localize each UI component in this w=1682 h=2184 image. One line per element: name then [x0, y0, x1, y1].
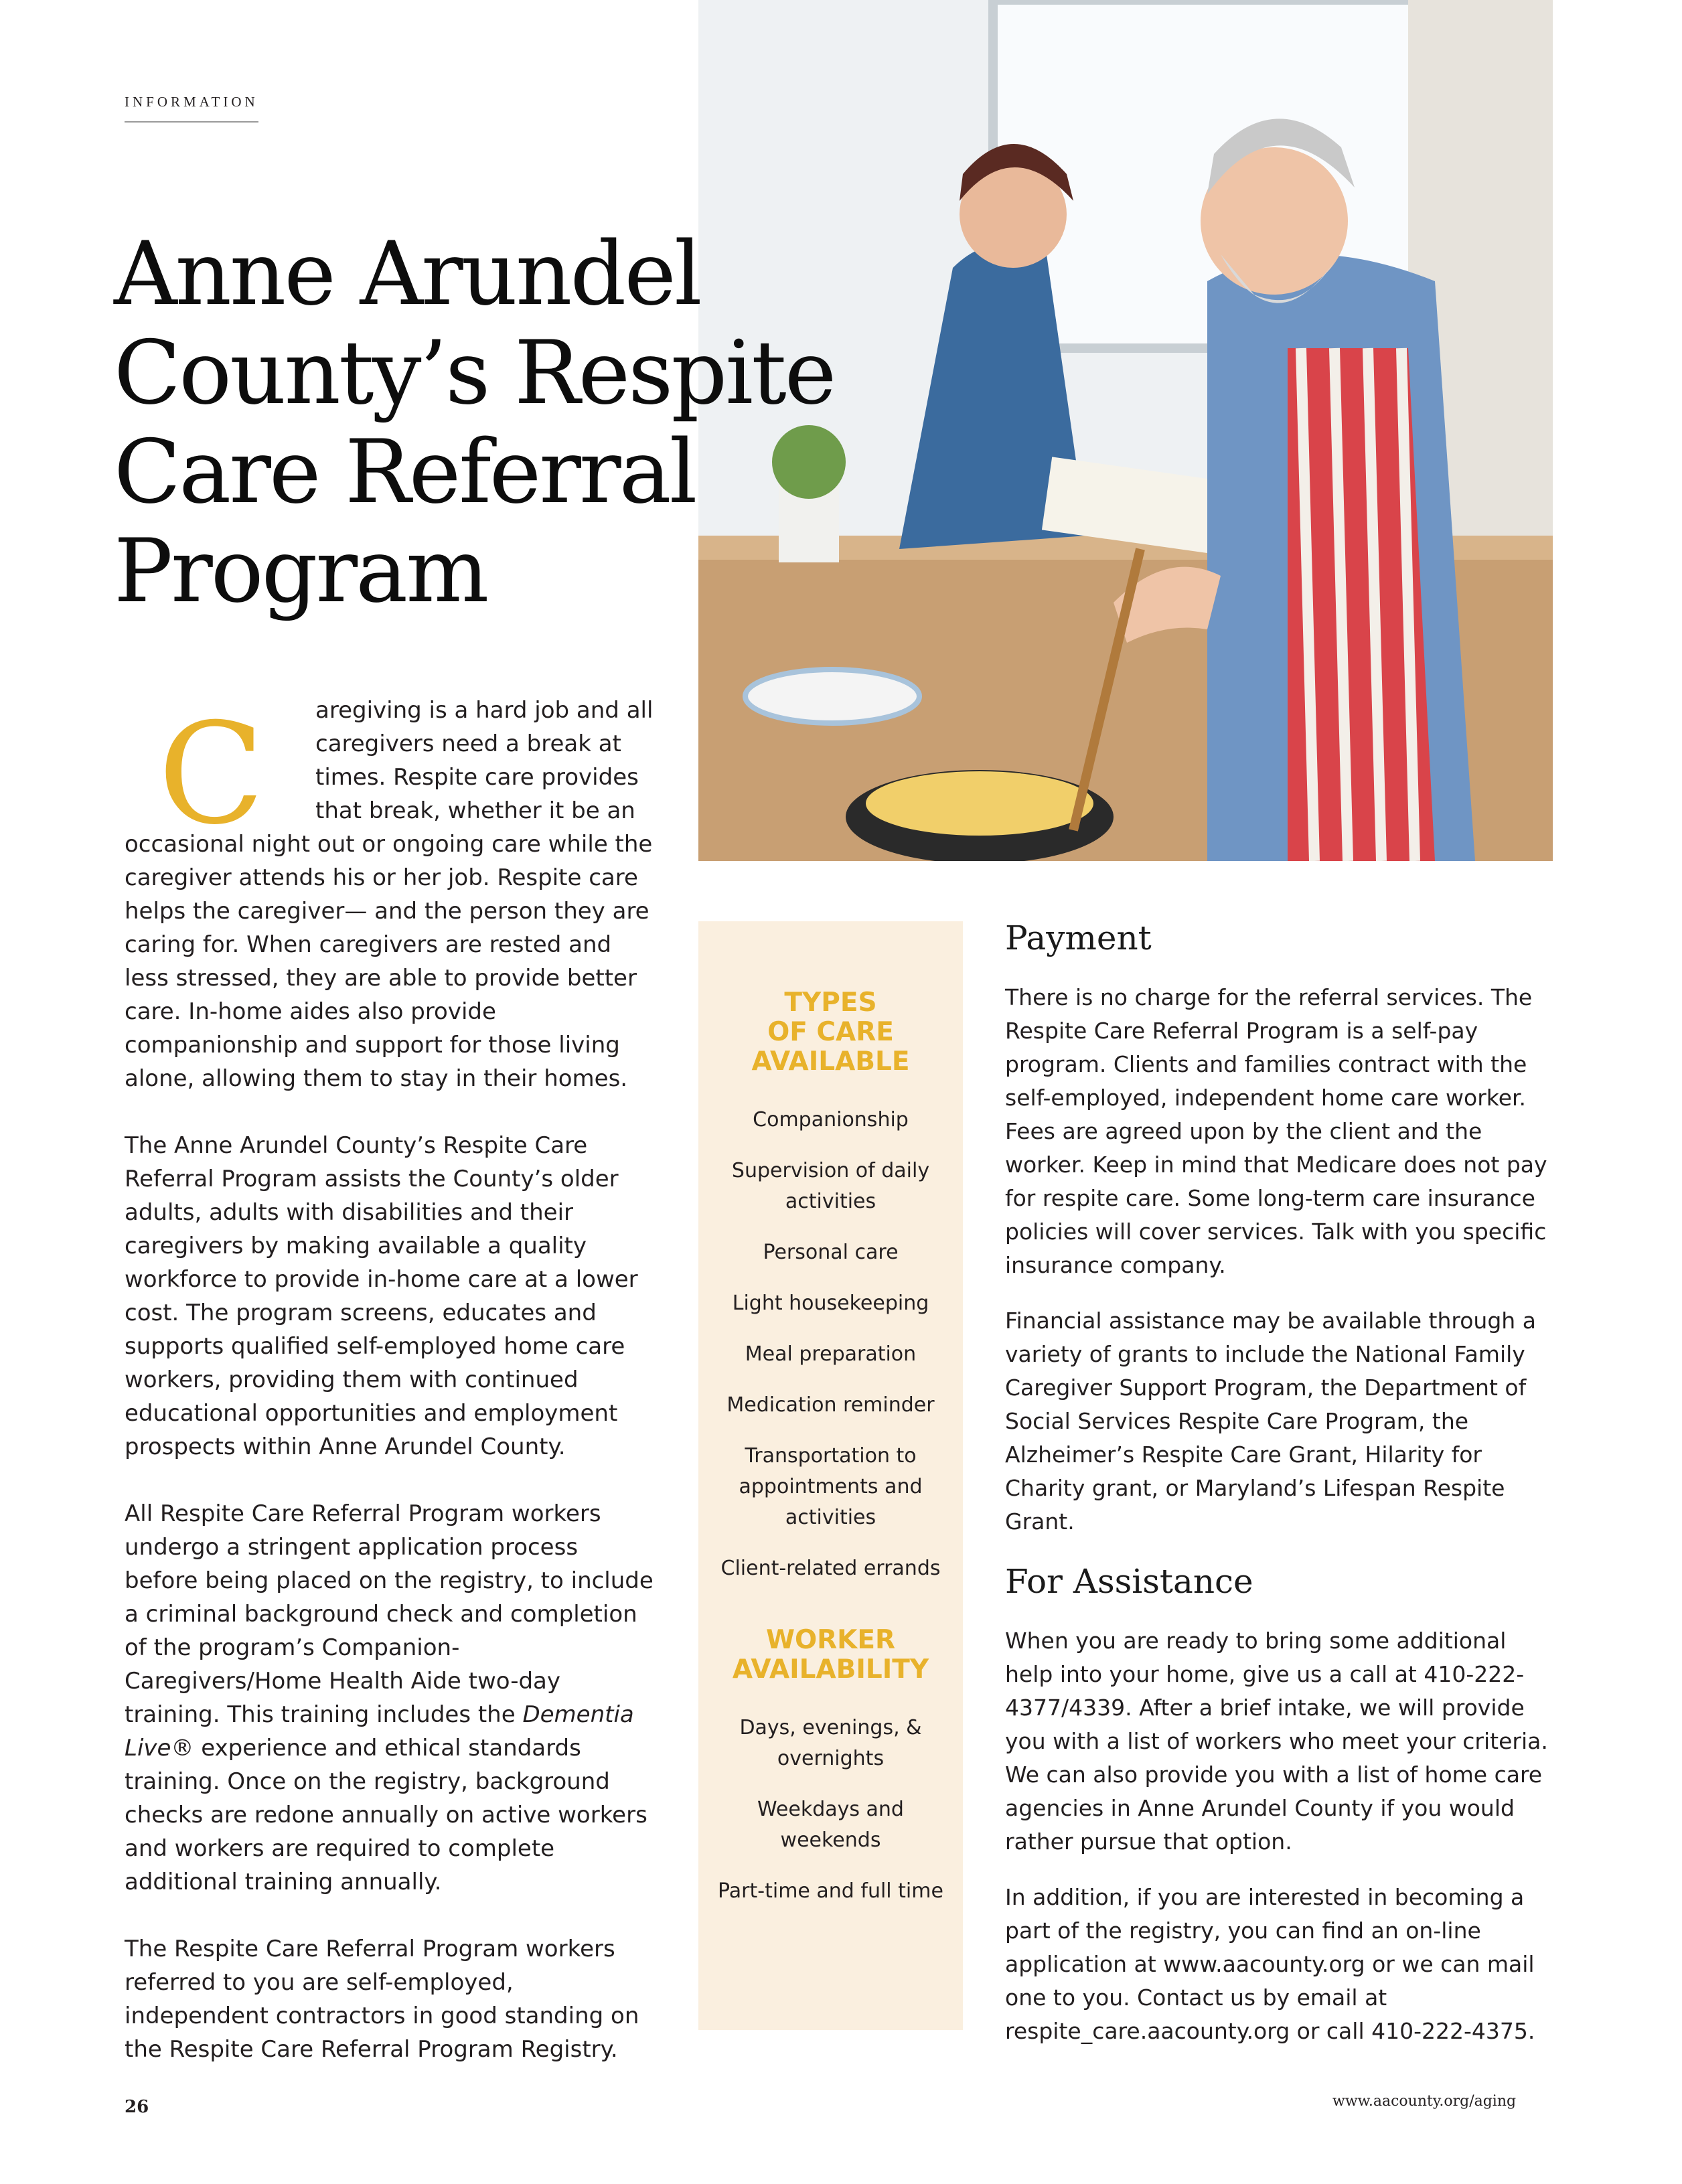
section-label: INFORMATION [125, 94, 258, 123]
care-type-item: Personal care [763, 1241, 899, 1264]
care-type-item: Client-related errands [720, 1557, 941, 1580]
dementia-live-italic: Dementia Live® [125, 1701, 634, 1762]
footer-url: www.aacounty.org/aging [1332, 2093, 1517, 2110]
availability-list [698, 1713, 963, 1907]
lead-paragraph-2: The Anne Arundel County’s Respite Care Referral Program assists the County’s older adults, adults with disabilities and their caregivers by making available a quality workforce to provide in-home care at a lower cost. The program screens, educates and supports qualified self-employed home care workers, providing them with continued educational opportunities and employment prospects within Anne Arundel County. [125, 1132, 638, 1460]
types-of-care-heading: TYPES OF CARE AVAILABLE [751, 988, 910, 1077]
right-column [1005, 917, 1554, 2070]
types-of-care-list [698, 1105, 963, 1584]
care-type-item: Meal preparation [745, 1342, 917, 1366]
payment-heading: Payment [1005, 919, 1152, 957]
care-type-item: Transportation to appointments and activities [739, 1444, 923, 1529]
drop-cap: C [158, 694, 265, 856]
assistance-paragraph-2: In addition, if you are interested in becoming a part of the registry, you can find an on-line application at www.aacounty.org or we can mail one to you. Contact us by email at respite_care.aacounty.org or call 410-222-4375. [1005, 1884, 1535, 2044]
worker-availability-heading: WORKER AVAILABILITY [732, 1625, 929, 1685]
assistance-paragraph-1: When you are ready to bring some additional help into your home, give us a call at 410-222-4377/4339. After a brief intake, we will provide you with a list of workers who meet your criteria. We can also provide you with a list of home care agencies in Anne Arundel County if you would rather pursue that option. [1005, 1628, 1548, 1855]
care-type-item: Medication reminder [727, 1393, 935, 1417]
lead-paragraph-1: aregiving is a hard job and all caregivers need a break at times. Respite care provides that break, whether it be an occasional night out or ongoing care while the caregiver attends his or her job. Respite care helps the caregiver— and the person they are caring for. When caregivers are rested and less stressed, they are able to provide better care. In-home aides also provide companionship and support for those living alone, allowing them to stay in their homes. [125, 697, 654, 1092]
care-type-item: Supervision of daily activities [731, 1159, 930, 1213]
availability-item: Part-time and full time [718, 1879, 943, 1903]
payment-paragraph-1: There is no charge for the referral services. The Respite Care Referral Program is a self-pay program. Clients and families contract with the self-employed, independent home care worker. Fees are agreed upon by the client and the worker. Keep in mind that Medicare does not pay for respite care. Some long-term care insurance policies will cover services. Talk with you specific insurance company. [1005, 984, 1547, 1278]
payment-paragraph-2: Financial assistance may be available through a variety of grants to include the National Family Caregiver Support Program, the Department of Social Services Respite Care Program, the Alzheimer’s Respite Care Grant, Hilarity for Charity grant, or Maryland’s Lifespan Respite Grant. [1005, 1308, 1536, 1535]
assistance-heading: For Assistance [1005, 1562, 1253, 1601]
page-number: 26 [125, 2097, 149, 2117]
care-type-item: Companionship [753, 1108, 909, 1132]
lead-paragraph-3: All Respite Care Referral Program workers undergo a stringent application process before being placed on the registry, to include a criminal background check and completion of the program’s Companion-Caregivers/Home Health Aide two-day training. This training includes the Dementia Live® experience and ethical standards training. Once on the registry, background checks are redone annually on active workers and workers are required to complete additional training annually. [125, 1500, 654, 1895]
sidebar-care-box [698, 921, 963, 2030]
availability-item: Days, evenings, & overnights [739, 1716, 922, 1770]
care-type-item: Light housekeeping [732, 1292, 929, 1315]
page-title: Anne Arundel County’s Respite Care Referral Program [114, 222, 835, 622]
lead-column [125, 694, 654, 2100]
availability-item: Weekdays and weekends [757, 1798, 904, 1852]
lead-paragraph-4: The Respite Care Referral Program workers referred to you are self-employed, independent contractors in good standing on the Respite Care Referral Program Registry. [125, 1936, 639, 2063]
